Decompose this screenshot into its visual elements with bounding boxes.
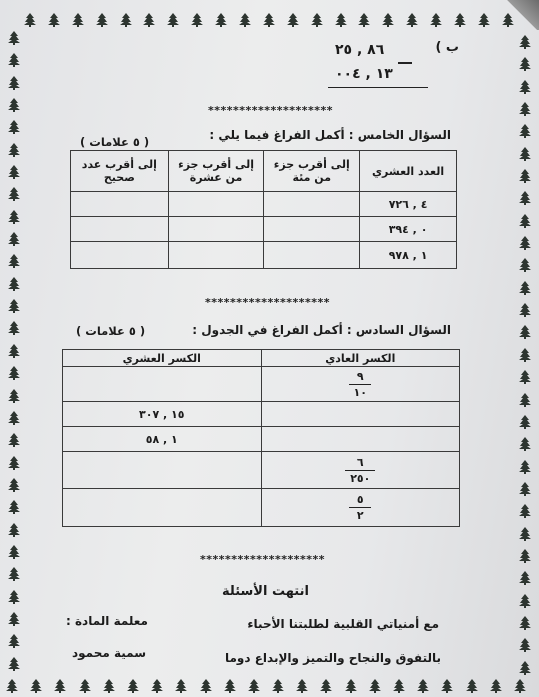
separator-1: ******************** xyxy=(208,104,334,117)
q6-marks: ( ٥ علامات ) xyxy=(76,324,146,338)
border-right xyxy=(519,34,531,674)
tree-icon xyxy=(430,12,442,26)
tree-icon xyxy=(8,432,20,446)
fraction-bar xyxy=(349,507,371,508)
tree-icon xyxy=(72,12,84,26)
tree-icon xyxy=(8,320,20,334)
tree-icon xyxy=(519,660,531,674)
numerator: ٥ xyxy=(356,493,364,506)
tree-icon xyxy=(466,678,478,692)
tree-icon xyxy=(519,190,531,204)
q5-cell: ١ , ٩٧٨ xyxy=(360,242,457,269)
tree-icon xyxy=(239,12,251,26)
tree-icon xyxy=(8,589,20,603)
separator-2: ******************** xyxy=(205,296,331,309)
tree-icon xyxy=(8,611,20,625)
tree-icon xyxy=(320,678,332,692)
tree-icon xyxy=(8,656,20,670)
q5-header-decimal: العدد العشري xyxy=(360,151,457,192)
q5-cell[interactable] xyxy=(168,242,264,269)
q6-decimal-cell: ١ , ٥٨ xyxy=(63,427,262,452)
q6-decimal-cell[interactable] xyxy=(63,367,262,402)
answer-dash xyxy=(398,62,412,64)
tree-icon xyxy=(191,12,203,26)
tree-icon xyxy=(8,343,20,357)
tree-icon xyxy=(96,12,108,26)
numerator: ٦ xyxy=(356,455,364,469)
tree-icon xyxy=(103,678,115,692)
border-top xyxy=(24,12,514,26)
teacher-name: سمية محمود xyxy=(72,646,147,660)
tree-icon xyxy=(519,257,531,271)
tree-icon xyxy=(24,12,36,26)
tree-icon xyxy=(8,164,20,178)
tree-icon xyxy=(8,30,20,44)
tree-icon xyxy=(175,678,187,692)
tree-icon xyxy=(296,678,308,692)
tree-icon xyxy=(519,123,531,137)
tree-icon xyxy=(519,168,531,182)
q5-cell[interactable] xyxy=(71,192,169,217)
q5-cell: ٠ , ٣٩٤ xyxy=(360,217,457,242)
fraction-bar xyxy=(349,384,371,385)
tree-icon xyxy=(519,392,531,406)
q6-table xyxy=(62,349,460,527)
tree-icon xyxy=(127,678,139,692)
q6-title: السؤال السادس : أكمل الفراغ في الجدول : xyxy=(192,323,451,337)
tree-icon xyxy=(519,101,531,115)
tree-icon xyxy=(8,142,20,156)
partB-label: ب ) xyxy=(435,40,459,55)
q5-header-tenth: إلى أقرب جزء من عشرة xyxy=(168,151,264,192)
tree-icon xyxy=(8,75,20,89)
q5-header-hundredth: إلى أقرب جزء من مئة xyxy=(264,151,360,192)
tree-icon xyxy=(263,12,275,26)
tree-icon xyxy=(519,146,531,160)
partB-line1: ٨٦ , ٢٥ xyxy=(335,42,385,58)
denominator: ٢ xyxy=(356,509,364,522)
q6-fraction-cell xyxy=(261,489,459,527)
border-left xyxy=(8,30,20,670)
q5-cell[interactable] xyxy=(264,242,360,269)
tree-icon xyxy=(519,637,531,651)
tree-icon xyxy=(200,678,212,692)
tree-icon xyxy=(454,12,466,26)
tree-icon xyxy=(79,678,91,692)
tree-icon xyxy=(519,235,531,249)
numerator: ٩ xyxy=(356,369,364,383)
fraction-9-10 xyxy=(349,370,371,399)
tree-icon xyxy=(519,56,531,70)
tree-icon xyxy=(8,566,20,580)
tree-icon xyxy=(8,253,20,267)
q6-header-fraction: الكسر العادي xyxy=(261,350,459,367)
tree-icon xyxy=(519,324,531,338)
tree-icon xyxy=(8,209,20,223)
fraction-5-2 xyxy=(349,493,371,522)
tree-icon xyxy=(8,544,20,558)
tree-icon xyxy=(287,12,299,26)
tree-icon xyxy=(441,678,453,692)
tree-icon xyxy=(8,388,20,402)
tree-icon xyxy=(519,593,531,607)
tree-icon xyxy=(54,678,66,692)
tree-icon xyxy=(519,34,531,48)
tree-icon xyxy=(519,548,531,562)
partB-line2: ١٣ , ٠٠٤ xyxy=(335,66,393,82)
answer-line xyxy=(328,87,428,88)
denominator: ٢٥٠ xyxy=(350,471,371,485)
tree-icon xyxy=(224,678,236,692)
q5-cell[interactable] xyxy=(264,217,360,242)
tree-icon xyxy=(417,678,429,692)
tree-icon xyxy=(519,302,531,316)
tree-icon xyxy=(393,678,405,692)
q6-fraction-cell[interactable] xyxy=(261,402,459,427)
end-of-questions: انتهت الأسئلة xyxy=(222,584,309,599)
q6-decimal-cell: ١٥ , ٣٠٧ xyxy=(63,402,262,427)
wish-line-1: مع أمنياتي القلبية لطلبتنا الأحباء xyxy=(247,617,439,631)
tree-icon xyxy=(490,678,502,692)
tree-icon xyxy=(143,12,155,26)
q6-fraction-cell[interactable] xyxy=(261,427,459,452)
tree-icon xyxy=(519,570,531,584)
q6-decimal-cell[interactable] xyxy=(63,452,262,489)
q5-title: السؤال الخامس : أكمل الفراغ فيما يلي : xyxy=(209,128,451,142)
tree-icon xyxy=(167,12,179,26)
tree-icon xyxy=(519,280,531,294)
tree-icon xyxy=(8,499,20,513)
tree-icon xyxy=(8,276,20,290)
tree-icon xyxy=(248,678,260,692)
fraction-bar xyxy=(345,470,375,471)
tree-icon xyxy=(120,12,132,26)
tree-icon xyxy=(519,481,531,495)
tree-icon xyxy=(519,436,531,450)
tree-icon xyxy=(519,414,531,428)
tree-icon xyxy=(519,459,531,473)
fraction-6-250 xyxy=(345,456,375,485)
tree-icon xyxy=(514,678,526,692)
tree-icon xyxy=(30,678,42,692)
tree-icon xyxy=(8,477,20,491)
q6-fraction-cell xyxy=(261,452,459,489)
tree-icon xyxy=(6,678,18,692)
tree-icon xyxy=(8,52,20,66)
q5-cell[interactable] xyxy=(264,192,360,217)
tree-icon xyxy=(519,213,531,227)
q6-fraction-cell xyxy=(261,367,459,402)
tree-icon xyxy=(272,678,284,692)
tree-icon xyxy=(358,12,370,26)
separator-3: ******************** xyxy=(200,553,326,566)
tree-icon xyxy=(215,12,227,26)
q5-cell[interactable] xyxy=(71,242,169,269)
tree-icon xyxy=(8,633,20,647)
tree-icon xyxy=(519,615,531,629)
q5-cell[interactable] xyxy=(71,217,169,242)
q6-header-decimal: الكسر العشري xyxy=(63,350,262,367)
tree-icon xyxy=(8,298,20,312)
tree-icon xyxy=(8,365,20,379)
denominator: ١٠ xyxy=(353,385,367,399)
tree-icon xyxy=(382,12,394,26)
border-bottom xyxy=(6,678,526,692)
wish-line-2: بالتفوق والنجاح والتميز والإبداع دوما xyxy=(225,651,441,665)
q5-header-whole: إلى أقرب عدد صحيح xyxy=(71,151,169,192)
tree-icon xyxy=(8,97,20,111)
tree-icon xyxy=(519,526,531,540)
q6-decimal-cell[interactable] xyxy=(63,489,262,527)
q5-cell[interactable] xyxy=(168,192,264,217)
teacher-label: معلمة المادة : xyxy=(66,614,148,628)
tree-icon xyxy=(519,369,531,383)
tree-icon xyxy=(478,12,490,26)
tree-icon xyxy=(519,347,531,361)
tree-icon xyxy=(151,678,163,692)
tree-icon xyxy=(519,79,531,93)
tree-icon xyxy=(311,12,323,26)
tree-icon xyxy=(406,12,418,26)
q5-marks: ( ٥ علامات ) xyxy=(80,135,150,149)
q5-cell: ٤ , ٧٢٦ xyxy=(360,192,457,217)
tree-icon xyxy=(335,12,347,26)
tree-icon xyxy=(48,12,60,26)
tree-icon xyxy=(369,678,381,692)
tree-icon xyxy=(8,455,20,469)
tree-icon xyxy=(8,410,20,424)
q5-table xyxy=(70,150,457,269)
tree-icon xyxy=(8,119,20,133)
tree-icon xyxy=(8,231,20,245)
tree-icon xyxy=(8,522,20,536)
tree-icon xyxy=(519,503,531,517)
q5-cell[interactable] xyxy=(168,217,264,242)
tree-icon xyxy=(8,186,20,200)
tree-icon xyxy=(502,12,514,26)
tree-icon xyxy=(345,678,357,692)
